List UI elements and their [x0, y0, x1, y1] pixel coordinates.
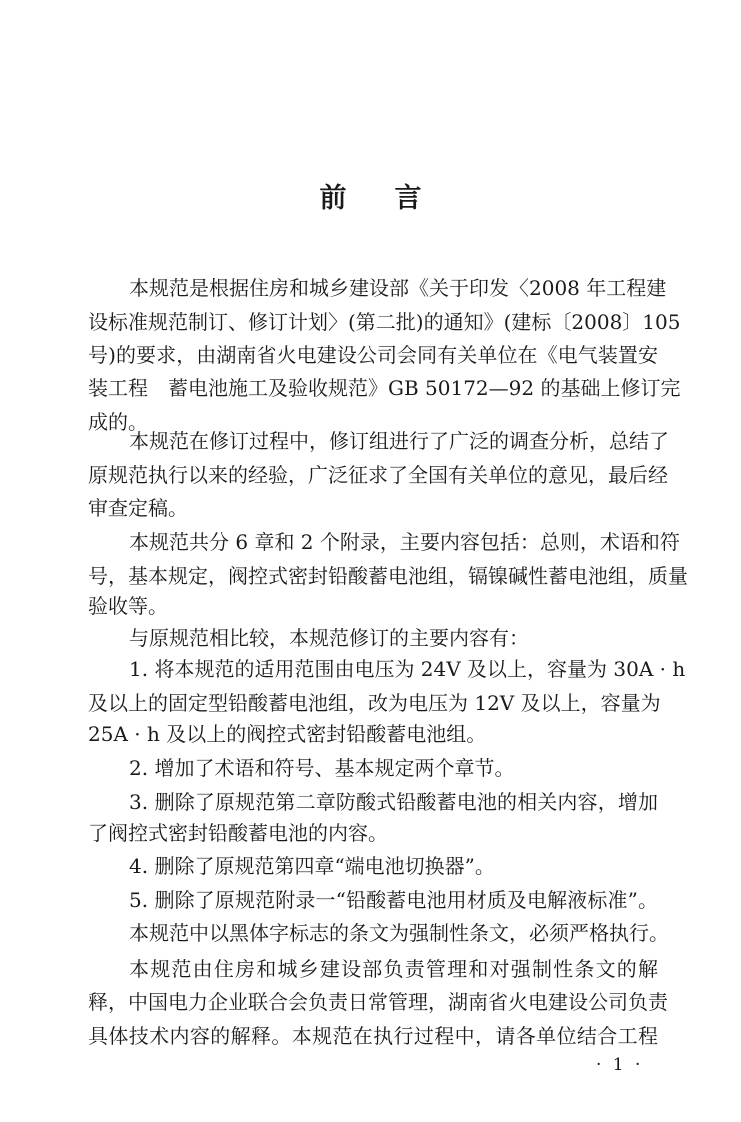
text-line: 设标准规范制订、修订计划〉(第二批)的通知》(建标〔2008〕105 [88, 310, 681, 334]
text-line: 2. 增加了术语和符号、基本规定两个章节。 [129, 756, 515, 780]
text-line: 本规范由住房和城乡建设部负责管理和对强制性条文的解 [129, 957, 658, 981]
text-line: 审查定稿。 [88, 496, 188, 520]
text-line: 本规范共分 6 章和 2 个附录，主要内容包括：总则，术语和符 [129, 530, 680, 554]
text-line: 及以上的固定型铅酸蓄电池组，改为电压为 12V 及以上，容量为 [88, 691, 661, 715]
page-number: · 1 · [596, 1055, 644, 1075]
text-line: 成的。 [88, 410, 148, 434]
text-line: 本规范中以黑体字标志的条文为强制性条文，必须严格执行。 [129, 921, 669, 945]
text-line: 25A · h 及以上的阀控式密封铅酸蓄电池组。 [88, 722, 487, 746]
text-line: 验收等。 [88, 594, 168, 618]
text-line: 4. 删除了原规范第四章“端电池切换器”。 [129, 854, 495, 878]
text-line: 号，基本规定，阀控式密封铅酸蓄电池组，镉镍碱性蓄电池组，质量 [88, 564, 688, 588]
text-line: 具体技术内容的解释。本规范在执行过程中，请各单位结合工程 [88, 1024, 658, 1048]
text-line: 原规范执行以来的经验，广泛征求了全国有关单位的意见，最后经 [88, 463, 668, 487]
text-line: 1. 将本规范的适用范围由电压为 24V 及以上，容量为 30A · h [129, 657, 686, 681]
text-line: 与原规范相比较，本规范修订的主要内容有： [129, 626, 529, 650]
page-title: 前言 [319, 183, 470, 214]
text-line: 本规范是根据住房和城乡建设部《关于印发〈2008 年工程建 [129, 276, 667, 300]
text-line: 了阀控式密封铅酸蓄电池的内容。 [88, 821, 388, 845]
text-line: 号)的要求，由湖南省火电建设公司会同有关单位在《电气装置安 [88, 343, 658, 367]
text-line: 本规范在修订过程中，修订组进行了广泛的调查分析，总结了 [129, 429, 669, 453]
text-line: 释，中国电力企业联合会负责日常管理，湖南省火电建设公司负责 [88, 990, 668, 1014]
text-line: 5. 删除了原规范附录一“铅酸蓄电池用材质及电解液标准”。 [129, 888, 658, 912]
text-line: 装工程 蓄电池施工及验收规范》GB 50172—92 的基础上修订完 [88, 376, 681, 400]
text-line: 3. 删除了原规范第二章防酸式铅酸蓄电池的相关内容，增加 [129, 790, 658, 814]
